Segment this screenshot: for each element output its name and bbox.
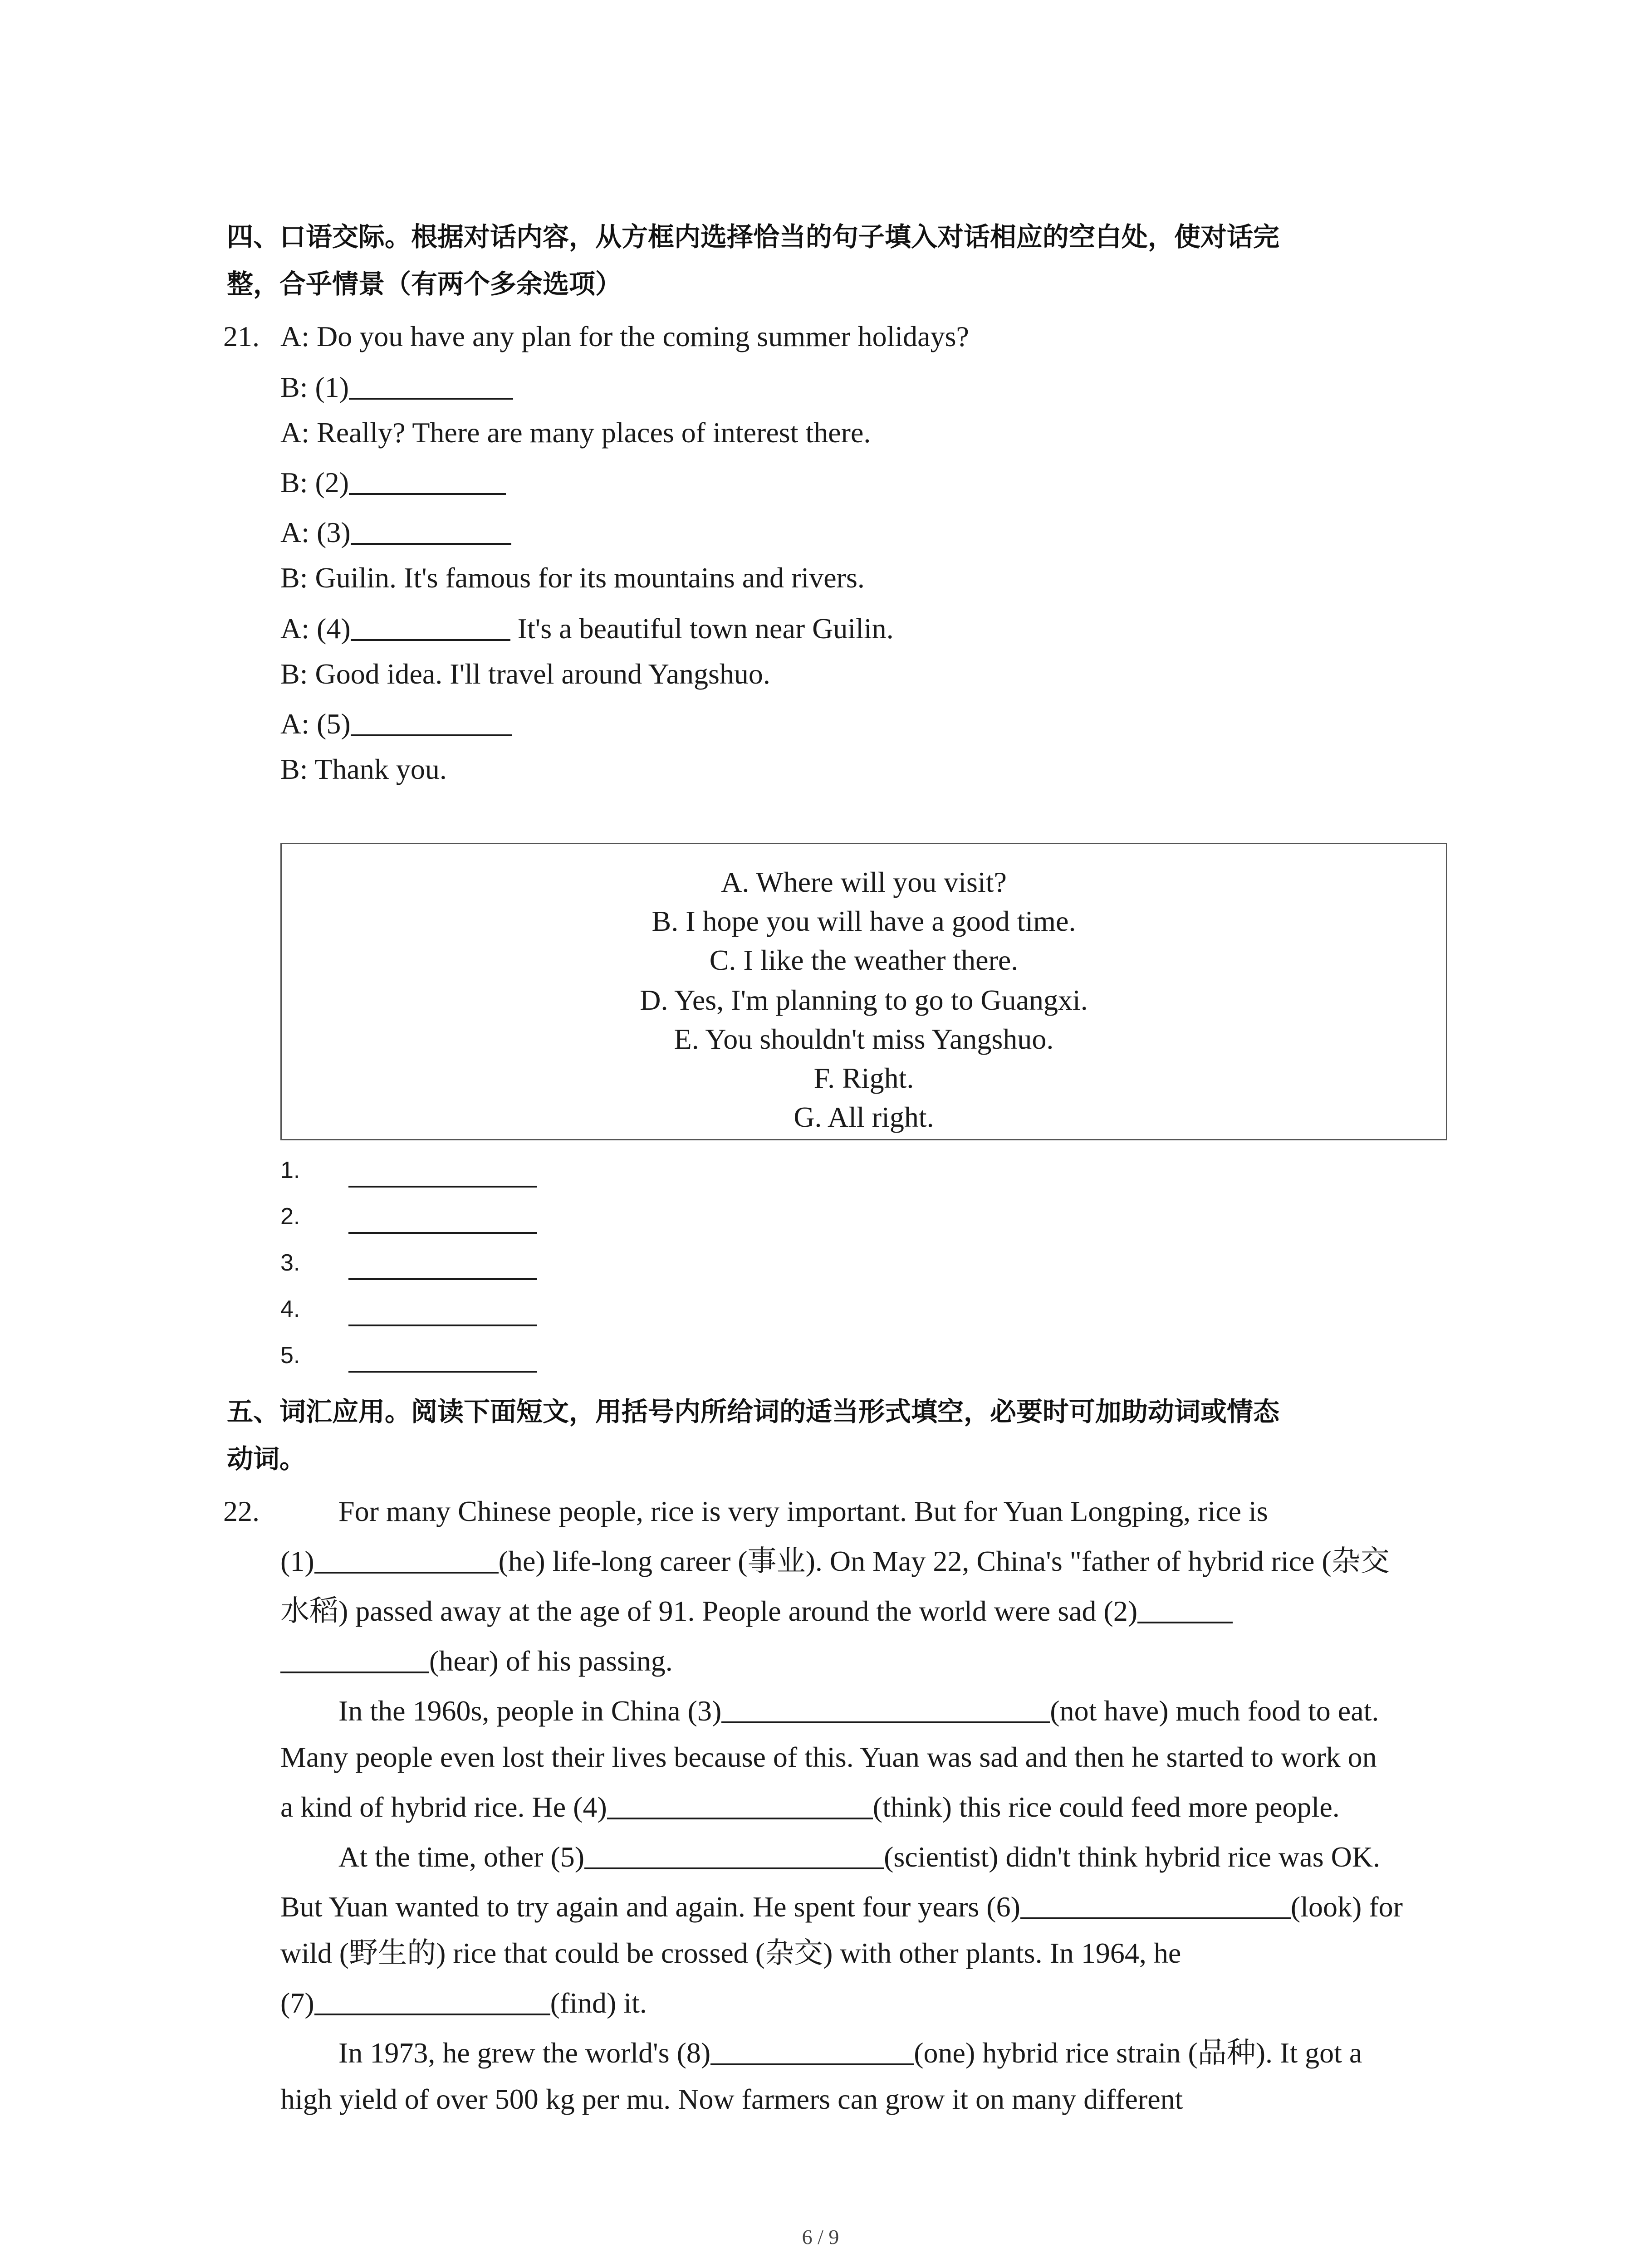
passage-line-1: For many Chinese people, rice is very important. But for Yuan Longping, rice is bbox=[338, 1495, 1268, 1527]
passage-line-7 bbox=[280, 1789, 1340, 1825]
passage-line-3-text: 水稻) passed away at the age of 91. People around the world were sad (2) bbox=[280, 1595, 1138, 1627]
passage-line-5-prefix: In the 1960s, people in China (3) bbox=[338, 1695, 722, 1727]
answer-line-1[interactable] bbox=[348, 1186, 537, 1188]
passage-line-5-suffix: (not have) much food to eat. bbox=[1050, 1695, 1379, 1727]
word-blank-3[interactable] bbox=[721, 1693, 1050, 1723]
passage-line-7-prefix: a kind of hybrid rice. He (4) bbox=[280, 1791, 607, 1823]
dialogue-line-5-text: A: (3) bbox=[280, 516, 351, 548]
passage-line-4-suffix: (hear) of his passing. bbox=[429, 1645, 673, 1677]
option-b: B. I hope you will have a good time. bbox=[652, 905, 1076, 937]
dialogue-line-6: B: Guilin. It's famous for its mountains and rivers. bbox=[280, 562, 865, 594]
answer-label-5: 5. bbox=[280, 1342, 300, 1369]
answer-label-1: 1. bbox=[280, 1157, 300, 1183]
dialogue-line-9 bbox=[280, 706, 512, 742]
blank-2[interactable] bbox=[349, 465, 506, 495]
passage-line-11-suffix: (find) it. bbox=[550, 1987, 647, 2019]
dialogue-line-2-text: B: (1) bbox=[280, 371, 349, 403]
section-4-heading-line-1: 四、口语交际。根据对话内容，从方框内选择恰当的句子填入对话相应的空白处，使对话完 bbox=[227, 221, 1280, 252]
passage-line-3 bbox=[280, 1593, 1233, 1629]
options-box bbox=[280, 843, 1447, 1140]
passage-line-10: wild (野生的) rice that could be crossed (杂交) with other plants. In 1964, he bbox=[280, 1937, 1181, 1969]
word-blank-2a[interactable] bbox=[1137, 1593, 1233, 1623]
answer-label-4: 4. bbox=[280, 1296, 300, 1322]
option-c: C. I like the weather there. bbox=[709, 944, 1019, 976]
dialogue-line-7-text: A: (4) bbox=[280, 612, 351, 645]
dialogue-line-9-text: A: (5) bbox=[280, 708, 351, 740]
word-blank-5[interactable] bbox=[584, 1839, 884, 1869]
passage-line-9 bbox=[280, 1889, 1403, 1925]
answer-line-4[interactable] bbox=[348, 1325, 537, 1326]
option-f: F. Right. bbox=[813, 1062, 914, 1094]
dialogue-line-2 bbox=[280, 369, 513, 406]
dialogue-line-4-text: B: (2) bbox=[280, 466, 349, 499]
passage-line-8-prefix: At the time, other (5) bbox=[338, 1841, 585, 1873]
section-5-heading-line-2: 动词。 bbox=[227, 1443, 306, 1474]
passage-line-9-suffix: (look) for bbox=[1290, 1891, 1403, 1923]
passage-line-11-prefix: (7) bbox=[280, 1987, 314, 2019]
passage-line-6: Many people even lost their lives because of this. Yuan was sad and then he started to work on bbox=[280, 1741, 1377, 1773]
word-blank-4[interactable] bbox=[607, 1789, 873, 1819]
section-5-heading-line-1: 五、词汇应用。阅读下面短文，用括号内所给词的适当形式填空，必要时可加助动词或情态 bbox=[227, 1396, 1280, 1427]
answer-line-3[interactable] bbox=[348, 1278, 537, 1280]
word-blank-7[interactable] bbox=[314, 1985, 550, 2015]
blank-5[interactable] bbox=[351, 706, 512, 736]
word-blank-1[interactable] bbox=[314, 1544, 499, 1574]
word-blank-6[interactable] bbox=[1020, 1889, 1291, 1919]
blank-1[interactable] bbox=[349, 370, 513, 400]
passage-line-7-suffix: (think) this rice could feed more people. bbox=[872, 1791, 1340, 1823]
passage-line-8-suffix: (scientist) didn't think hybrid rice was OK. bbox=[884, 1841, 1381, 1873]
passage-line-13: high yield of over 500 kg per mu. Now farmers can grow it on many different bbox=[280, 2083, 1183, 2115]
passage-line-11 bbox=[280, 1985, 647, 2021]
question-22-number: 22. bbox=[223, 1495, 260, 1527]
option-g: G. All right. bbox=[794, 1101, 934, 1133]
dialogue-line-1: A: Do you have any plan for the coming summer holidays? bbox=[280, 320, 969, 352]
passage-line-5 bbox=[338, 1693, 1379, 1729]
dialogue-line-10: B: Thank you. bbox=[280, 753, 447, 785]
passage-line-4 bbox=[280, 1643, 673, 1679]
option-e: E. You shouldn't miss Yangshuo. bbox=[674, 1023, 1054, 1055]
dialogue-line-5 bbox=[280, 514, 511, 551]
passage-line-12-suffix: (one) hybrid rice strain (品种). It got a bbox=[914, 2037, 1362, 2069]
option-a: A. Where will you visit? bbox=[721, 866, 1007, 898]
section-4-heading-line-2: 整，合乎情景（有两个多余选项） bbox=[227, 269, 622, 299]
question-21-number: 21. bbox=[223, 320, 260, 352]
blank-4[interactable] bbox=[351, 611, 510, 641]
word-blank-2b[interactable] bbox=[280, 1643, 429, 1673]
dialogue-line-4 bbox=[280, 464, 506, 501]
passage-line-9-prefix: But Yuan wanted to try again and again. He spent four years (6) bbox=[280, 1891, 1020, 1923]
passage-line-2 bbox=[280, 1543, 1390, 1579]
passage-line-12 bbox=[338, 2035, 1362, 2071]
dialogue-line-8: B: Good idea. I'll travel around Yangshuo. bbox=[280, 658, 770, 690]
answer-line-5[interactable] bbox=[348, 1371, 537, 1373]
blank-3[interactable] bbox=[351, 515, 511, 545]
passage-line-12-prefix: In 1973, he grew the world's (8) bbox=[338, 2037, 711, 2069]
option-d: D. Yes, I'm planning to go to Guangxi. bbox=[640, 984, 1088, 1016]
passage-line-2-suffix: (he) life-long career (事业). On May 22, China's "father of hybrid rice (杂交 bbox=[498, 1545, 1390, 1577]
page-number: 6 / 9 bbox=[802, 2225, 839, 2248]
answer-label-3: 3. bbox=[280, 1250, 300, 1276]
answer-label-2: 2. bbox=[280, 1203, 300, 1230]
passage-line-8 bbox=[338, 1839, 1380, 1875]
word-blank-8[interactable] bbox=[710, 2035, 914, 2065]
dialogue-line-7-continuation: It's a beautiful town near Guilin. bbox=[517, 612, 894, 645]
dialogue-line-3: A: Really? There are many places of interest there. bbox=[280, 416, 871, 449]
answer-line-2[interactable] bbox=[348, 1232, 537, 1234]
passage-line-2-prefix: (1) bbox=[280, 1545, 314, 1577]
dialogue-line-7 bbox=[280, 611, 894, 647]
